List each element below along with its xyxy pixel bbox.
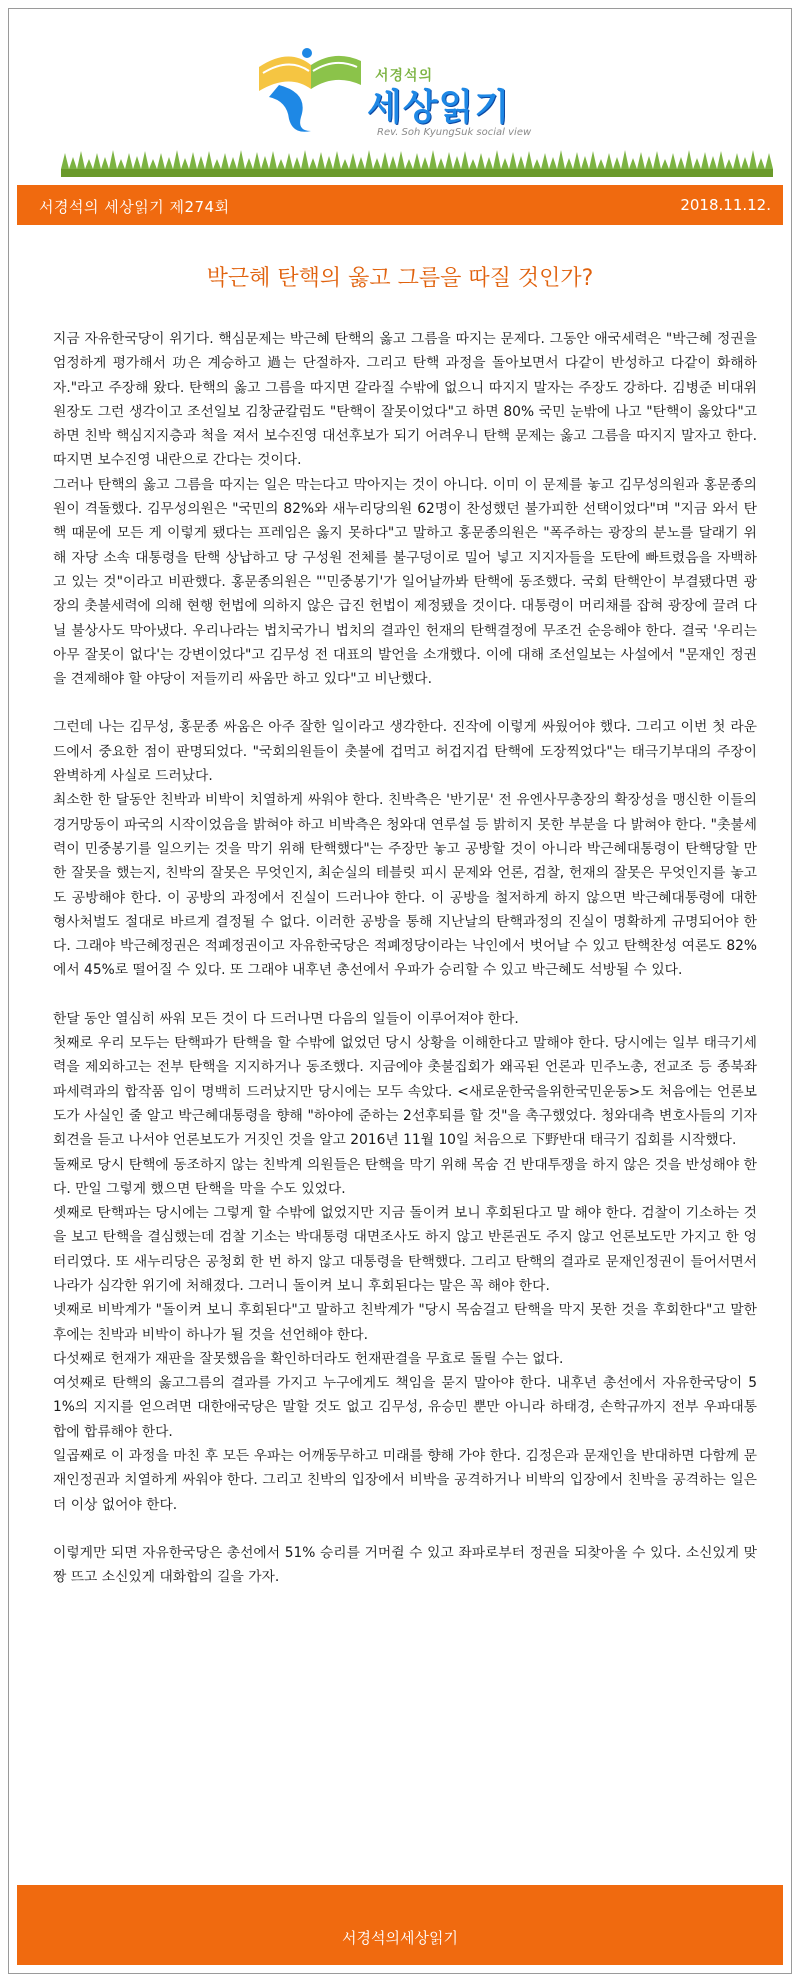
- issue-number-label: 서경석의 세상읽기 제274회: [39, 198, 230, 216]
- article-paragraph: 둘째로 당시 탄핵에 동조하지 않는 친박계 의원들은 탄핵을 막기 위해 목숨 건 반대투쟁을 하지 않은 것을 반성해야 한다. 만일 그렇게 했으면 탄핵을 막을 수도 있었다.: [53, 1156, 757, 1197]
- footer-text: 서경석의세상읽기: [342, 1929, 458, 1947]
- article-paragraph: 그런데 나는 김무성, 홍문종 싸움은 아주 잘한 일이라고 생각한다. 진작에 이렇게 싸웠어야 했다. 그리고 이번 첫 라운드에서 중요한 점이 판명되었다. "국회의원들이 촛불에 겁먹고 허겁지겁 탄핵에 도장찍었다"는 태극기부대의 주장이 완벽하게 사실로 드러났다.: [53, 719, 757, 785]
- article-paragraph: 최소한 한 달동안 친박과 비박이 치열하게 싸워야 한다. 친박측은 '반기문' 전 유엔사무총장의 확장성을 맹신한 이들의 경거망동이 파국의 시작이었음을 밝혀야 하고 비박측은 청와대 연루설 등 밝히지 못한 부분을 다 밝혀야 한다. "촛불세력이 민중봉기를 일으키는 것을 막기 위해 탄핵했다"는 주장만 놓고 공방할 것이 아니라 박근혜대통령이 탄핵당할 만한 잘못을 했는지, 친박의 잘못은 무엇인지, 최순실의 테블릿 피시 문제와 언론, 검찰, 헌재의 잘못은 무엇인지를 놓고도 공방해야 한다. 이 공방의 과정에서 진실이 드러나야 한다. 이 공방을 철저하게 하지 않으면 박근혜대통령에 대한 형사처벌도 절대로 바르게 결정될 수 없다. 이러한 공방을 통해 지난날의 탄핵과정의 진실이 명확하게 규명되어야 한다. 그래야 박근혜정권은 적폐정권이고 자유한국당은 적폐정당이라는 낙인에서 벗어날 수 있고 탄핵찬성 여론도 82%에서 45%로 떨어질 수 있다. 또 그래야 내후년 총선에서 우파가 승리할 수 있고 박근혜도 석방될 수 있다.: [53, 792, 757, 979]
- article-paragraph: 그러나 탄핵의 옳고 그름을 따지는 일은 막는다고 막아지는 것이 아니다. 이미 이 문제를 놓고 김무성의원과 홍문종의원이 격돌했다. 김무성의원은 "국민의 82%와 새누리당의원 62명이 찬성했던 불가피한 선택이었다"며 "지금 와서 탄핵 때문에 모든 게 이렇게 됐다는 프레임은 옳지 못하다"고 말하고 홍문종의원은 "폭주하는 광장의 분노를 달래기 위해 자당 소속 대통령을 탄핵 상납하고 당 구성원 전체를 불구덩이로 밀어 넣고 지지자들을 도탄에 빠트렸음을 자백하고 있는 것"이라고 비판했다. 홍문종의원은 "'민중봉기'가 일어날까봐 탄핵에 동조했다. 국회 탄핵안이 부결됐다면 광장의 촛불세력에 의해 현행 헌법에 의하지 않은 급진 헌법이 제정됐을 것이다. 대통령이 머리채를 잡혀 광장에 끌려 다닐 불상사도 막아냈다. 우리나라는 법치국가니 법치의 결과인 헌재의 탄핵결정에 무조건 순응해야 한다. 결국 '우리는 아무 잘못이 없다'는 강변이었다"고 김무성 전 대표의 발언을 소개했다. 이에 대해 조선일보는 사설에서 "문재인 정권을 견제해야 할 야당이 저들끼리 싸움만 하고 있다"고 비난했다.: [53, 476, 757, 688]
- article-paragraph: 넷째로 비박계가 "돌이켜 보니 후회된다"고 말하고 친박계가 "당시 목숨걸고 탄핵을 막지 못한 것을 후회한다"고 말한 후에는 친박과 비박이 하나가 될 것을 선언해야 한다.: [53, 1302, 757, 1343]
- article-paragraph: 한달 동안 열심히 싸워 모든 것이 다 드러나면 다음의 일들이 이루어져야 한다.: [53, 1010, 519, 1027]
- article-title: 박근혜 탄핵의 옳고 그름을 따질 것인가?: [206, 266, 594, 291]
- logo-subtitle: Rev. Soh KyungSuk social view: [377, 127, 532, 138]
- issue-date: 2018.11.12.: [680, 196, 771, 214]
- logo-main-text: 세상읽기: [367, 87, 511, 128]
- article-paragraph: 이렇게만 되면 자유한국당은 총선에서 51% 승리를 거머쥘 수 있고 좌파로부터 정권을 되찾아올 수 있다. 소신있게 맞짱 뜨고 소신있게 대화합의 길을 가자.: [53, 1544, 757, 1586]
- article-paragraph: 셋째로 탄핵파는 당시에는 그렇게 할 수밖에 없었지만 지금 돌이켜 보니 후회된다고 말 해야 한다. 검찰이 기소하는 것을 보고 탄핵을 결심했는데 검찰 기소는 박대통령 대면조사도 하지 않고 반론권도 주지 않고 언론보도만 가지고 한 엉터리였다. 또 새누리당은 공청회 한 번 하지 않고 대통령을 탄핵했다. 그리고 탄핵의 결과로 문재인정권이 들어서면서 나라가 심각한 위기에 처해졌다. 그러니 돌이켜 보니 후회된다는 말은 꼭 해야 한다.: [53, 1205, 757, 1294]
- article-paragraph: 다섯째로 헌재가 재판을 잘못했음을 확인하더라도 헌재판결을 무효로 돌릴 수는 없다.: [53, 1350, 564, 1367]
- header: [9, 9, 791, 181]
- newsletter-frame: [8, 8, 792, 1974]
- article-body: [53, 327, 757, 1590]
- book-bird-logo-icon: [249, 27, 369, 137]
- article-paragraph: 일곱째로 이 과정을 마친 후 모든 우파는 어깨동무하고 미래를 향해 가야 한다. 김정은과 문재인을 반대하면 다함께 문재인정권과 치열하게 싸워야 한다. 그리고 친박의 입장에서 비박을 공격하거나 비박의 입장에서 친박을 공격하는 일은 더 이상 없어야 한다.: [53, 1448, 757, 1513]
- logo-small-text: 서경석의: [375, 68, 434, 84]
- grass-decoration-icon: [61, 147, 773, 177]
- footer: [17, 1885, 783, 1965]
- issue-bar: [17, 185, 783, 225]
- logo: [249, 27, 569, 137]
- article-paragraph: 첫째로 우리 모두는 탄핵파가 탄핵을 할 수밖에 없었던 당시 상황을 이해한다고 말해야 한다. 당시에는 일부 태극기세력을 제외하고는 전부 탄핵을 지지하거나 동조했다. 지금에야 촛불집회가 왜곡된 언론과 민주노총, 전교조 등 종북좌파세력과의 합작품 임이 명백히 드러났지만 당시에는 모두 속았다. <새로운한국을위한국민운동>도 처음에는 언론보도가 사실인 줄 알고 박근혜대통령을 향해 "하야에 준하는 2선후퇴를 할 것"을 촉구했었다. 청와대측 변호사들의 기자회견을 듣고 나서야 언론보도가 거짓인 것을 알고 2016년 11월 10일 처음으로 下野반대 태극기 집회를 시작했다.: [53, 1035, 757, 1149]
- article-paragraph: 여섯째로 탄핵의 옳고그름의 결과를 가지고 누구에게도 책임을 묻지 말아야 한다. 내후년 총선에서 자유한국당이 51%의 지지를 얻으려면 대한애국당은 말할 것도 없고 김무성, 유승민 뿐만 아니라 하태경, 손학규까지 전부 우파대통합에 합류해야 한다.: [53, 1375, 757, 1440]
- article-paragraph: 지금 자유한국당이 위기다. 핵심문제는 박근혜 탄핵의 옳고 그름을 따지는 문제다. 그동안 애국세력은 "박근혜 정권을 엄정하게 평가해서 功은 계승하고 過는 단절하자. 그리고 탄핵 과정을 돌아보면서 다같이 반성하고 다같이 화해하자."라고 주장해 왔다. 탄핵의 옳고 그름을 따지면 갈라질 수밖에 없으니 따지지 말자는 주장도 강하다. 김병준 비대위원장도 그런 생각이고 조선일보 김창균칼럼도 "탄핵이 잘못이었다"고 하면 80% 국민 눈밖에 나고 "탄핵이 옳았다"고 하면 친박 핵심지지층과 척을 져서 보수진영 대선후보가 되기 어려우니 탄핵 문제는 옳고 그름을 따지지 말자고 한다. 따지면 보수진영 내란으로 간다는 것이다.: [53, 331, 757, 469]
